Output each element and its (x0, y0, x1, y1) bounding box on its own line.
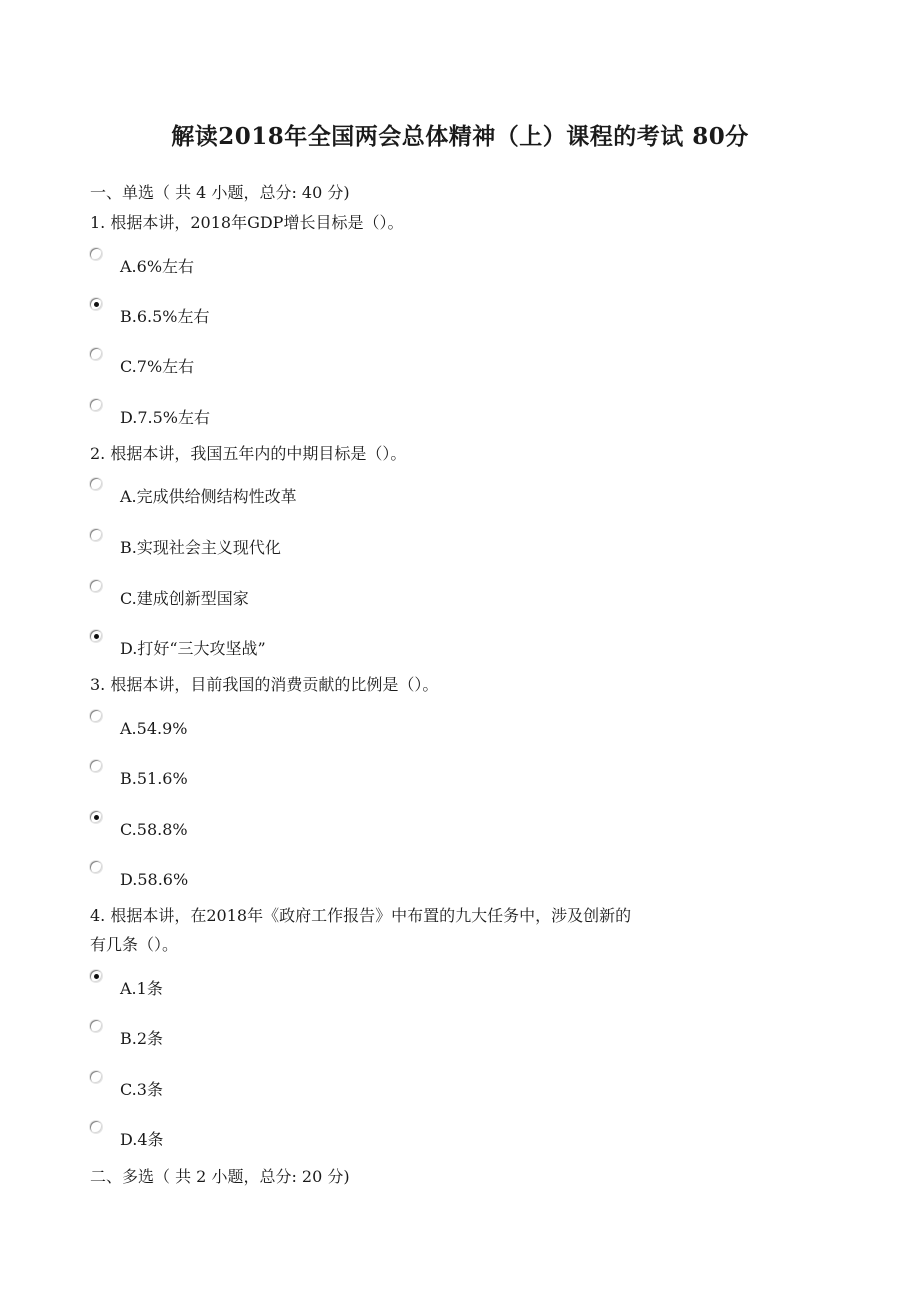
option-2b[interactable] (90, 529, 730, 559)
radio-unselected-icon[interactable] (90, 399, 102, 411)
radio-unselected-icon[interactable] (90, 248, 102, 260)
option-label: C.58.8% (120, 820, 188, 839)
radio-unselected-icon[interactable] (90, 861, 102, 873)
option-label: B.51.6% (120, 769, 188, 788)
option-2c[interactable] (90, 580, 730, 610)
radio-selected-icon[interactable] (90, 298, 102, 310)
option-label: D.打好“三大攻坚战” (120, 639, 266, 658)
option-label: C.3条 (120, 1080, 163, 1099)
option-1c[interactable] (90, 348, 730, 378)
option-label: A.1条 (120, 979, 163, 998)
question-text-continued: 有几条（）。 (90, 935, 179, 954)
radio-unselected-icon[interactable] (90, 478, 102, 490)
option-4d[interactable] (90, 1121, 730, 1151)
option-3a[interactable] (90, 710, 730, 740)
option-1b[interactable] (90, 298, 730, 328)
option-1a[interactable] (90, 248, 730, 278)
radio-selected-icon[interactable] (90, 811, 102, 823)
option-2a[interactable] (90, 478, 730, 508)
radio-unselected-icon[interactable] (90, 760, 102, 772)
option-label: B.6.5%左右 (120, 307, 210, 326)
radio-unselected-icon[interactable] (90, 1121, 102, 1133)
question-text: 2. 根据本讲，我国五年内的中期目标是（）。 (90, 444, 407, 463)
question-text: 3. 根据本讲，目前我国的消费贡献的比例是（）。 (90, 675, 439, 694)
option-label: C.7%左右 (120, 357, 195, 376)
section-heading-multiple-choice: 二、多选（ 共 2 小题，总分: 20 分) (90, 1167, 350, 1186)
radio-unselected-icon[interactable] (90, 710, 102, 722)
option-label: D.58.6% (120, 870, 189, 889)
option-label: C.建成创新型国家 (120, 589, 249, 608)
option-3b[interactable] (90, 760, 730, 790)
option-2d[interactable] (90, 630, 730, 660)
radio-unselected-icon[interactable] (90, 529, 102, 541)
option-label: A.完成供给侧结构性改革 (120, 487, 297, 506)
option-3c[interactable] (90, 811, 730, 841)
option-label: D.7.5%左右 (120, 408, 210, 427)
section-heading-single-choice: 一、单选（ 共 4 小题，总分: 40 分) (90, 183, 350, 202)
radio-unselected-icon[interactable] (90, 348, 102, 360)
option-3d[interactable] (90, 861, 730, 891)
radio-unselected-icon[interactable] (90, 580, 102, 592)
option-1d[interactable] (90, 399, 730, 429)
page-title: 解读2018年全国两会总体精神（上）课程的考试 80分 (171, 123, 749, 150)
option-label: A.6%左右 (120, 257, 195, 276)
option-4b[interactable] (90, 1020, 730, 1050)
question-text: 1. 根据本讲，2018年GDP增长目标是（）。 (90, 213, 404, 232)
option-4a[interactable] (90, 970, 730, 1000)
radio-unselected-icon[interactable] (90, 1071, 102, 1083)
option-label: B.2条 (120, 1029, 164, 1048)
radio-selected-icon[interactable] (90, 970, 102, 982)
option-label: A.54.9% (120, 719, 188, 738)
option-label: D.4条 (120, 1130, 164, 1149)
question-text: 4. 根据本讲，在2018年《政府工作报告》中布置的九大任务中，涉及创新的 (90, 906, 632, 925)
radio-selected-icon[interactable] (90, 630, 102, 642)
radio-unselected-icon[interactable] (90, 1020, 102, 1032)
option-4c[interactable] (90, 1071, 730, 1101)
option-label: B.实现社会主义现代化 (120, 538, 281, 557)
